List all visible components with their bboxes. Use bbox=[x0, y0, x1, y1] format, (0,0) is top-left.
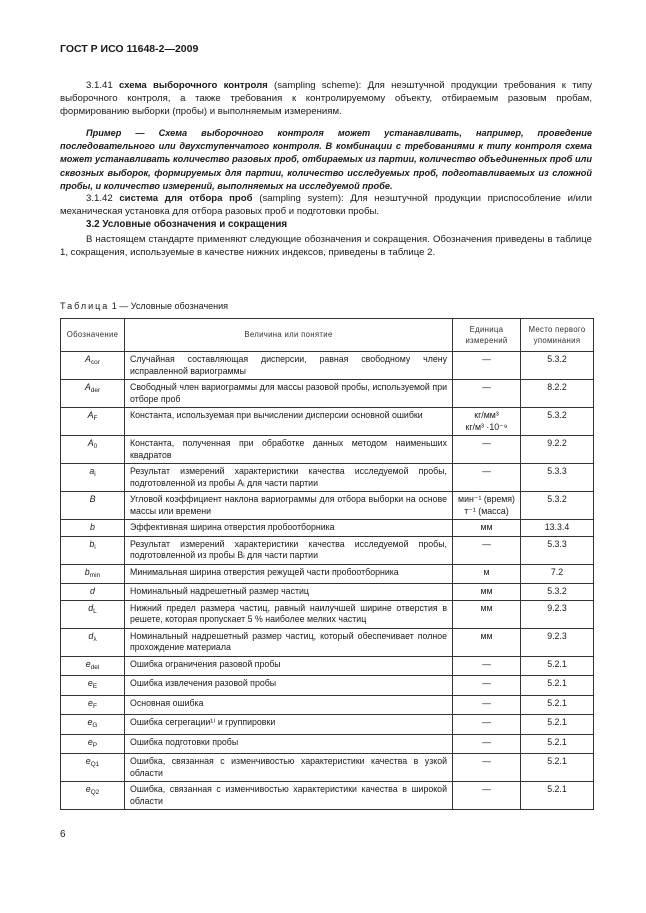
table-row bbox=[61, 782, 594, 810]
symbol-subscript: F bbox=[93, 415, 98, 422]
table-row bbox=[61, 492, 594, 520]
symbol-subscript: E bbox=[92, 683, 98, 690]
reference-cell: 5.3.2 bbox=[521, 352, 594, 380]
section-heading: 3.2 Условные обозначения и сокращения bbox=[86, 219, 288, 230]
unit-cell bbox=[453, 520, 521, 537]
symbol-subscript: i bbox=[94, 471, 96, 478]
reference-cell: 8.2.2 bbox=[521, 380, 594, 408]
table-row bbox=[61, 520, 594, 537]
reference-cell: 5.2.1 bbox=[521, 715, 594, 735]
symbol-subscript: min bbox=[89, 571, 101, 579]
definition-term: система для отбора проб bbox=[119, 193, 253, 204]
symbol-cell bbox=[61, 352, 125, 380]
description-cell: Случайная составляющая дисперсии, равная свободному члену исправленной вариограммы bbox=[125, 352, 453, 380]
symbol-subscript: G bbox=[92, 722, 98, 729]
table-row bbox=[61, 564, 594, 584]
definition-term: схема выборочного контроля bbox=[118, 80, 268, 91]
symbol-cell bbox=[61, 464, 125, 492]
unit-cell bbox=[453, 464, 521, 492]
description-cell: Результат измерений характеристики качества исследуемой пробы, подготовленной из пробы Bᵢ для части партии bbox=[125, 536, 453, 564]
description-cell: Эффективная ширина отверстия пробоотборника bbox=[125, 520, 453, 537]
reference-cell: 5.2.1 bbox=[521, 734, 594, 754]
table-row bbox=[61, 656, 594, 676]
symbol-cell bbox=[61, 695, 125, 715]
symbol-cell bbox=[61, 734, 125, 754]
symbol-cell bbox=[61, 564, 125, 584]
table-row bbox=[61, 754, 594, 782]
definition-number: 3.1.41 bbox=[86, 80, 113, 91]
unit-cell bbox=[453, 656, 521, 676]
definition-text: (sampling scheme): Для неэштучной продукции требования к типу выборочного контроля, а также требования к контролируемому объекту, отбираемым разовым пробам, формированию выборки (пробы) и выполняемым измерениям. bbox=[60, 80, 592, 118]
symbol-subscript: del bbox=[90, 663, 100, 671]
reference-cell: 5.3.2 bbox=[521, 408, 594, 436]
unit-value: — bbox=[482, 658, 491, 669]
unit-value: — bbox=[482, 678, 491, 688]
description-cell: Результат измерений характеристики качества исследуемой пробы, подготовленной из пробы Aᵢ для части партии bbox=[125, 464, 453, 492]
symbol-letter: e bbox=[88, 697, 93, 708]
reference-cell: 5.2.1 bbox=[521, 782, 594, 810]
reference-cell: 5.3.3 bbox=[521, 464, 594, 492]
reference-cell: 9.2.2 bbox=[521, 436, 594, 464]
unit-cell bbox=[453, 782, 521, 810]
definition-text: (sampling system): Для неэштучной продукции приспособление и/или механическая установка для отбора разовых проб и подготовки пробы. bbox=[60, 193, 593, 218]
symbol-cell bbox=[61, 628, 125, 656]
table-row bbox=[61, 734, 594, 754]
reference-cell: 5.2.1 bbox=[521, 656, 594, 676]
unit-cell bbox=[453, 600, 521, 628]
description-cell: Ошибка, связанная с изменчивостью характеристики качества в узкой области bbox=[125, 754, 453, 782]
table-row bbox=[61, 628, 594, 656]
symbol-letter: e bbox=[85, 658, 91, 669]
symbol-cell bbox=[61, 408, 125, 436]
symbol-cell bbox=[61, 436, 125, 464]
table-row bbox=[61, 408, 594, 436]
unit-cell bbox=[453, 564, 521, 584]
header-symbol: Обозначение bbox=[61, 319, 125, 352]
unit-value-alt: т⁻¹ (масса) bbox=[464, 505, 509, 516]
unit-value: — bbox=[482, 466, 491, 476]
header-quantity: Величина или понятие bbox=[125, 319, 453, 352]
unit-value: мм bbox=[480, 586, 493, 596]
symbol-cell bbox=[61, 715, 125, 735]
symbol-letter: A bbox=[87, 438, 94, 448]
page-number: 6 bbox=[60, 829, 66, 840]
symbol-letter: B bbox=[89, 494, 96, 504]
description-cell: Ошибка, связанная с изменчивостью характеристики качества в широкой области bbox=[125, 782, 453, 810]
symbol-cell bbox=[61, 536, 125, 564]
symbol-letter: b bbox=[84, 566, 90, 577]
symbol-cell bbox=[61, 676, 125, 696]
symbols-table bbox=[60, 318, 594, 810]
reference-cell: 5.3.3 bbox=[521, 536, 594, 564]
symbol-cell bbox=[61, 492, 125, 520]
reference-cell: 5.3.2 bbox=[521, 584, 594, 601]
table-header-row bbox=[61, 319, 594, 352]
symbol-cell bbox=[61, 656, 125, 676]
symbol-subscript: F bbox=[92, 702, 97, 710]
symbol-subscript: L bbox=[93, 607, 97, 615]
symbol-letter: d bbox=[88, 602, 94, 613]
unit-value: — bbox=[482, 784, 491, 794]
symbol-cell bbox=[61, 584, 125, 601]
table-row bbox=[61, 352, 594, 380]
unit-value: м bbox=[483, 566, 490, 577]
reference-cell: 9.2.3 bbox=[521, 600, 594, 628]
unit-value: — bbox=[482, 697, 491, 708]
unit-cell bbox=[453, 536, 521, 564]
symbol-cell bbox=[61, 600, 125, 628]
symbol-subscript: cor bbox=[90, 359, 100, 366]
unit-cell bbox=[453, 352, 521, 380]
description-cell: Основная ошибка bbox=[125, 695, 453, 715]
table-row bbox=[61, 600, 594, 628]
unit-value: мм bbox=[480, 522, 493, 532]
unit-cell bbox=[453, 628, 521, 656]
symbol-letter: d bbox=[90, 586, 95, 596]
symbol-subscript: der bbox=[90, 387, 101, 394]
definition-3-1-41 bbox=[60, 79, 592, 119]
symbol-letter: A bbox=[85, 354, 91, 364]
table-row bbox=[61, 536, 594, 564]
table-row bbox=[61, 380, 594, 408]
description-cell: Нижний предел размера частиц, равный наилучшей ширине отверстия в решете, которая пропускает 5 % наиболее мелких частиц bbox=[125, 600, 453, 628]
symbol-subscript: Q1 bbox=[90, 761, 100, 768]
symbol-letter: e bbox=[87, 736, 93, 747]
description-cell: Ошибка подготовки пробы bbox=[125, 734, 453, 754]
unit-value: — bbox=[482, 354, 491, 364]
description-cell: Свободный член вариограммы для массы разовой пробы, используемой при отборе проб bbox=[125, 380, 453, 408]
table-row bbox=[61, 436, 594, 464]
document-header: ГОСТ Р ИСО 11648-2—2009 bbox=[60, 43, 199, 55]
symbol-letter: d bbox=[88, 630, 94, 641]
example-note: Пример — Схема выборочного контроля может устанавливать, например, проведение последовательного или двухступенчатого контроля. В комбинации с требованиями к типу контроля схема может устанавливать количество разовых проб, отбираемых из партии, количество объединенных проб или сквозных выборок, формируемых для партии, количество исследуемых проб, подготавливаемых из сложной пробы, и количество измерений, выполняемых на исследуемой пробе. bbox=[60, 128, 592, 191]
description-cell: Ошибка извлечения разовой пробы bbox=[125, 676, 453, 696]
symbol-letter: e bbox=[85, 756, 91, 766]
unit-value: мм bbox=[480, 630, 493, 641]
description-cell: Минимальная ширина отверстия режущей части пробоотборника bbox=[125, 564, 453, 584]
reference-cell: 9.2.3 bbox=[521, 628, 594, 656]
table-row bbox=[61, 464, 594, 492]
symbol-subscript: 0 bbox=[93, 443, 98, 450]
header-reference: Место первого упоминания bbox=[521, 319, 594, 352]
reference-cell: 7.2 bbox=[521, 564, 594, 584]
symbol-letter: A bbox=[87, 410, 94, 420]
reference-cell: 5.2.1 bbox=[521, 695, 594, 715]
symbol-subscript: i bbox=[94, 543, 96, 551]
unit-value: — bbox=[482, 438, 491, 448]
table-row bbox=[61, 715, 594, 735]
unit-cell bbox=[453, 408, 521, 436]
definition-number: 3.1.42 bbox=[86, 193, 113, 204]
description-cell: Номинальный надрешетный размер частиц, который обеспечивает полное прохождение материала bbox=[125, 628, 453, 656]
symbol-letter: b bbox=[90, 522, 95, 532]
reference-cell: 5.2.1 bbox=[521, 754, 594, 782]
unit-cell bbox=[453, 676, 521, 696]
unit-cell bbox=[453, 754, 521, 782]
symbol-letter: e bbox=[87, 678, 93, 688]
unit-value: мм bbox=[480, 602, 493, 613]
unit-cell bbox=[453, 492, 521, 520]
section-text: В настоящем стандарте применяют следующие обозначения и сокращения. Обозначения приведены в таблице 1, сокращения, используемые в качестве нижних индексов, приведены в таблице 2. bbox=[60, 234, 592, 259]
symbol-cell bbox=[61, 754, 125, 782]
table-caption-word: Таблица bbox=[60, 301, 110, 311]
unit-value: — bbox=[482, 756, 491, 766]
unit-value: кг/мм³ bbox=[474, 410, 499, 420]
description-cell: Ошибка ограничения разовой пробы bbox=[125, 656, 453, 676]
symbol-letter: e bbox=[85, 784, 91, 794]
description-cell: Константа, используемая при вычислении дисперсии основной ошибки bbox=[125, 408, 453, 436]
definition-3-1-42 bbox=[60, 192, 592, 218]
description-cell: Константа, полученная при обработке данных методом наименьших квадратов bbox=[125, 436, 453, 464]
symbol-letter: A bbox=[84, 382, 91, 392]
reference-cell: 13.3.4 bbox=[521, 520, 594, 537]
reference-cell: 5.3.2 bbox=[521, 492, 594, 520]
symbol-cell bbox=[61, 520, 125, 537]
unit-value: — bbox=[482, 717, 491, 727]
unit-cell bbox=[453, 380, 521, 408]
unit-value: мин⁻¹ (время) bbox=[458, 494, 515, 504]
unit-cell bbox=[453, 734, 521, 754]
table-row bbox=[61, 695, 594, 715]
symbol-letter: a bbox=[89, 466, 95, 476]
description-cell: Ошибка сегрегации¹⁾ и группировки bbox=[125, 715, 453, 735]
description-cell: Номинальный надрешетный размер частиц bbox=[125, 584, 453, 601]
description-cell: Угловой коэффициент наклона вариограммы для отбора выборки на основе массы или времени bbox=[125, 492, 453, 520]
unit-value: — bbox=[482, 736, 491, 747]
unit-value-alt: кг/м³ ·10⁻⁹ bbox=[465, 421, 508, 432]
symbol-letter: b bbox=[89, 538, 95, 549]
symbol-subscript: λ bbox=[93, 635, 97, 643]
table-row bbox=[61, 676, 594, 696]
symbol-subscript: Q2 bbox=[90, 789, 100, 796]
table-caption-rest: 1 — Условные обозначения bbox=[109, 301, 229, 311]
table-row bbox=[61, 584, 594, 601]
unit-cell bbox=[453, 715, 521, 735]
symbol-subscript: P bbox=[92, 741, 98, 749]
table-caption bbox=[60, 301, 228, 311]
symbol-letter: e bbox=[87, 717, 93, 727]
reference-cell: 5.2.1 bbox=[521, 676, 594, 696]
unit-cell bbox=[453, 584, 521, 601]
unit-cell bbox=[453, 695, 521, 715]
table-body bbox=[61, 352, 594, 810]
unit-value: — bbox=[482, 382, 491, 392]
unit-value: — bbox=[482, 538, 491, 549]
symbol-cell bbox=[61, 380, 125, 408]
symbol-cell bbox=[61, 782, 125, 810]
header-unit: Единица измерений bbox=[453, 319, 521, 352]
unit-cell bbox=[453, 436, 521, 464]
